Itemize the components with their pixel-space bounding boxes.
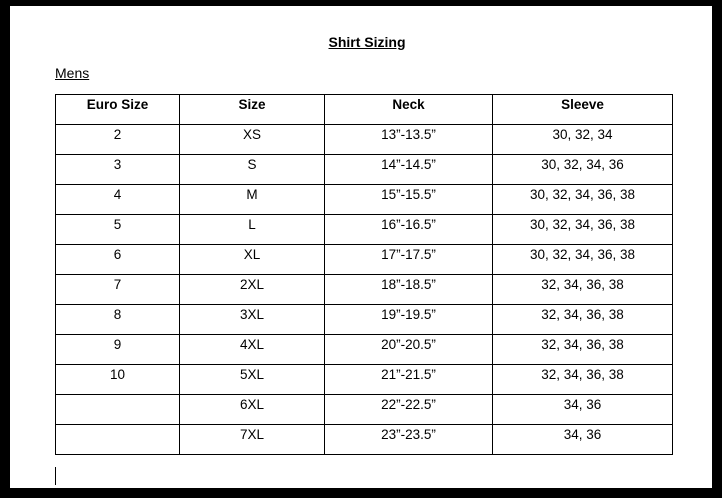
header-neck: Neck [325, 95, 493, 125]
cell-euro-size [56, 395, 180, 425]
cell-size: 4XL [180, 335, 325, 365]
cell-sleeve: 34, 36 [493, 395, 673, 425]
cell-euro-size: 8 [56, 305, 180, 335]
cell-sleeve: 30, 32, 34, 36, 38 [493, 215, 673, 245]
table-row [56, 125, 673, 155]
cell-neck: 16”-16.5” [325, 215, 493, 245]
cell-size: 7XL [180, 425, 325, 455]
cell-sleeve: 30, 32, 34, 36 [493, 155, 673, 185]
table-row [56, 185, 673, 215]
cell-euro-size: 5 [56, 215, 180, 245]
cell-sleeve: 34, 36 [493, 425, 673, 455]
cell-neck: 22”-22.5” [325, 395, 493, 425]
cell-sleeve: 32, 34, 36, 38 [493, 305, 673, 335]
cell-size: 2XL [180, 275, 325, 305]
cell-euro-size: 9 [56, 335, 180, 365]
header-euro-size: Euro Size [56, 95, 180, 125]
cell-neck: 15”-15.5” [325, 185, 493, 215]
cell-neck: 20”-20.5” [325, 335, 493, 365]
cell-size: XS [180, 125, 325, 155]
cell-size: L [180, 215, 325, 245]
cell-sleeve: 32, 34, 36, 38 [493, 365, 673, 395]
cell-size: S [180, 155, 325, 185]
table-row [56, 215, 673, 245]
cell-sleeve: 32, 34, 36, 38 [493, 335, 673, 365]
cell-sleeve: 30, 32, 34, 36, 38 [493, 245, 673, 275]
table-row [56, 155, 673, 185]
shirt-size-table [55, 94, 673, 455]
cell-sleeve: 30, 32, 34 [493, 125, 673, 155]
table-edge-line [55, 467, 56, 485]
cell-euro-size: 10 [56, 365, 180, 395]
cell-neck: 21”-21.5” [325, 365, 493, 395]
cell-size: 5XL [180, 365, 325, 395]
cell-sleeve: 30, 32, 34, 36, 38 [493, 185, 673, 215]
cell-euro-size: 4 [56, 185, 180, 215]
table-row [56, 335, 673, 365]
cell-neck: 14”-14.5” [325, 155, 493, 185]
cell-euro-size [56, 425, 180, 455]
cell-neck: 18”-18.5” [325, 275, 493, 305]
cell-euro-size: 3 [56, 155, 180, 185]
cell-size: XL [180, 245, 325, 275]
cell-euro-size: 6 [56, 245, 180, 275]
header-sleeve: Sleeve [493, 95, 673, 125]
cell-euro-size: 2 [56, 125, 180, 155]
cell-size: M [180, 185, 325, 215]
table-row [56, 365, 673, 395]
page-title: Shirt Sizing [328, 34, 406, 50]
table-row [56, 395, 673, 425]
cell-neck: 17”-17.5” [325, 245, 493, 275]
table-row [56, 425, 673, 455]
table-row [56, 275, 673, 305]
table-row [56, 245, 673, 275]
table-header-row [56, 95, 673, 125]
cell-size: 6XL [180, 395, 325, 425]
section-heading-mens: Mens [55, 65, 90, 81]
header-size: Size [180, 95, 325, 125]
cell-neck: 13”-13.5” [325, 125, 493, 155]
cell-neck: 19”-19.5” [325, 305, 493, 335]
table-row [56, 305, 673, 335]
cell-euro-size: 7 [56, 275, 180, 305]
cell-neck: 23”-23.5” [325, 425, 493, 455]
cell-size: 3XL [180, 305, 325, 335]
cell-sleeve: 32, 34, 36, 38 [493, 275, 673, 305]
